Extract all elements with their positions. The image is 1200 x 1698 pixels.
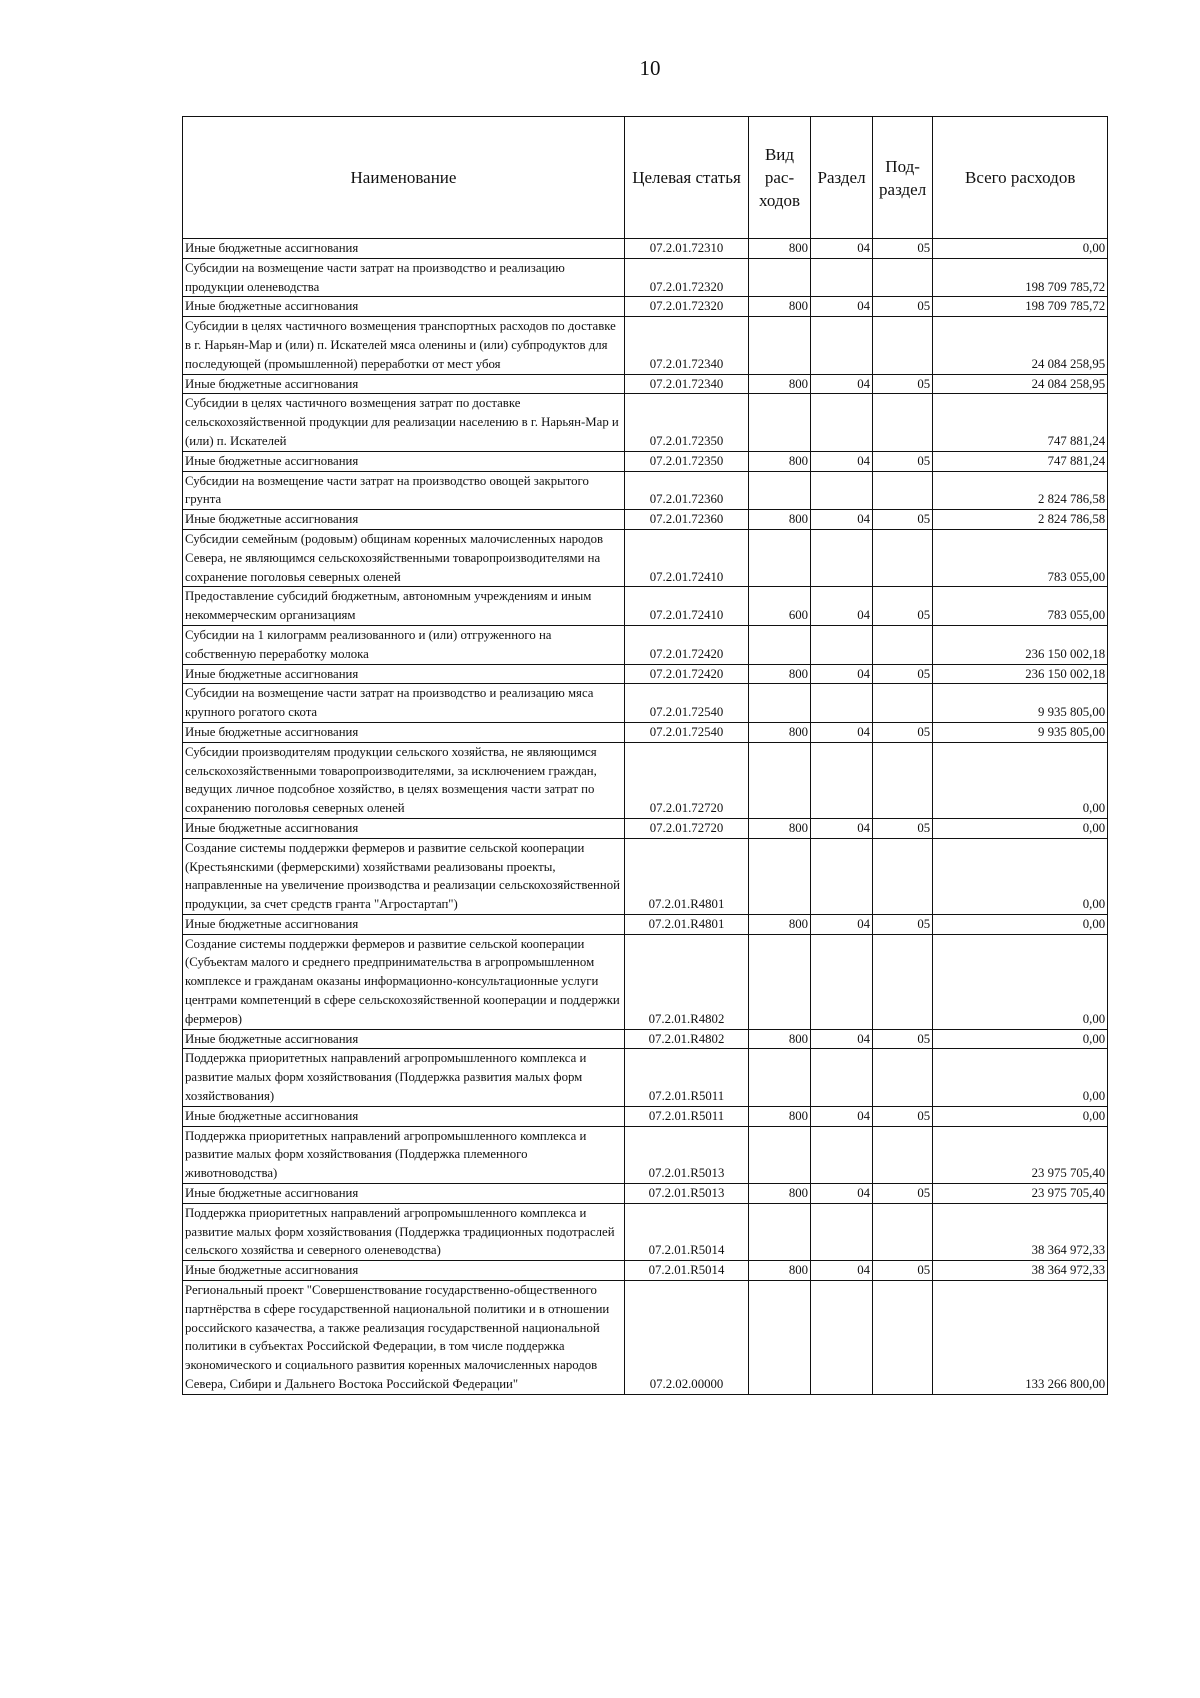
row-subsection [873,625,933,664]
table-row [183,1281,1108,1395]
row-kind [749,742,811,818]
row-name: Иные бюджетные ассигнования [183,239,625,259]
row-total: 0,00 [933,1106,1108,1126]
row-section [811,258,873,297]
row-target: 07.2.02.00000 [625,1281,749,1395]
row-total: 198 709 785,72 [933,258,1108,297]
row-kind [749,1049,811,1106]
row-subsection: 05 [873,722,933,742]
row-name: Иные бюджетные ассигнования [183,1184,625,1204]
table-row [183,1184,1108,1204]
row-subsection: 05 [873,451,933,471]
row-name: Иные бюджетные ассигнования [183,664,625,684]
row-target: 07.2.01.R4802 [625,934,749,1029]
row-target: 07.2.01.R4801 [625,914,749,934]
row-target: 07.2.01.R5014 [625,1203,749,1260]
table-header-row [183,117,1108,239]
row-subsection: 05 [873,664,933,684]
header-total: Всего расходов [933,117,1108,239]
page-number: 10 [639,56,661,80]
table-row [183,394,1108,451]
row-kind [749,258,811,297]
row-name: Иные бюджетные ассигнования [183,374,625,394]
row-target: 07.2.01.72410 [625,587,749,626]
row-name: Субсидии на возмещение части затрат на производство и реализацию мяса крупного рогатого скота [183,684,625,723]
row-kind [749,934,811,1029]
row-target: 07.2.01.72320 [625,258,749,297]
row-subsection [873,471,933,510]
table-row [183,239,1108,259]
row-name: Субсидии семейным (родовым) общинам коренных малочисленных народов Севера, не являющимся сельскохозяйственными товаропроизводителями на сохранение поголовья северных оленей [183,529,625,586]
row-kind: 800 [749,818,811,838]
row-target: 07.2.01.72420 [625,625,749,664]
row-target: 07.2.01.72340 [625,374,749,394]
table-row [183,297,1108,317]
row-kind: 800 [749,1106,811,1126]
table-row [183,374,1108,394]
row-kind: 800 [749,1261,811,1281]
table-row [183,838,1108,914]
row-subsection [873,1281,933,1395]
header-section: Раздел [811,117,873,239]
row-kind: 800 [749,451,811,471]
row-total: 236 150 002,18 [933,664,1108,684]
row-kind: 800 [749,722,811,742]
row-kind: 800 [749,664,811,684]
row-section [811,742,873,818]
row-target: 07.2.01.72320 [625,297,749,317]
row-subsection: 05 [873,1029,933,1049]
row-kind [749,529,811,586]
row-kind [749,684,811,723]
row-section: 04 [811,1029,873,1049]
row-kind [749,1281,811,1395]
row-kind [749,471,811,510]
row-section [811,529,873,586]
row-kind: 800 [749,1184,811,1204]
table-row [183,587,1108,626]
row-kind [749,1126,811,1183]
budget-table [182,116,1108,1395]
row-total: 783 055,00 [933,529,1108,586]
row-target: 07.2.01.R4802 [625,1029,749,1049]
table-row [183,914,1108,934]
row-section: 04 [811,1184,873,1204]
row-total: 0,00 [933,914,1108,934]
row-subsection [873,258,933,297]
row-name: Субсидии производителям продукции сельского хозяйства, не являющимся сельскохозяйственными товаропроизводителями, за исключением граждан, ведущих личное подсобное хозяйство, в целях возмещения части затрат по сохранению поголовья северных оленей [183,742,625,818]
row-subsection [873,1049,933,1106]
row-subsection [873,934,933,1029]
row-section [811,684,873,723]
row-name: Иные бюджетные ассигнования [183,297,625,317]
row-target: 07.2.01.72410 [625,529,749,586]
row-name: Субсидии в целях частичного возмещения затрат по доставке сельскохозяйственной продукции для реализации населению в г. Нарьян-Мар и (или) п. Искателей [183,394,625,451]
row-section [811,1281,873,1395]
row-target: 07.2.01.72720 [625,742,749,818]
table-row [183,317,1108,374]
row-total: 236 150 002,18 [933,625,1108,664]
row-subsection [873,1203,933,1260]
row-target: 07.2.01.R5013 [625,1184,749,1204]
row-kind: 800 [749,297,811,317]
row-total: 2 824 786,58 [933,510,1108,530]
row-target: 07.2.01.72310 [625,239,749,259]
row-kind [749,394,811,451]
row-section [811,394,873,451]
row-name: Субсидии на 1 килограмм реализованного и (или) отгруженного на собственную переработку молока [183,625,625,664]
row-name: Региональный проект "Совершенствование государственно-общественного партнёрства в сфере государственной национальной политики и в отношении российского казачества, а также реализация государственной национальной политики в субъектах Российской Федерации, в том числе поддержка экономического и социального развития коренных малочисленных народов Севера, Сибири и Дальнего Востока Российской Федерации" [183,1281,625,1395]
table-row [183,742,1108,818]
table-row [183,818,1108,838]
row-kind: 800 [749,374,811,394]
table-row [183,934,1108,1029]
row-section [811,934,873,1029]
row-target: 07.2.01.R5011 [625,1106,749,1126]
row-total: 0,00 [933,1029,1108,1049]
row-target: 07.2.01.R5013 [625,1126,749,1183]
row-total: 747 881,24 [933,394,1108,451]
row-section [811,1126,873,1183]
table-row [183,1049,1108,1106]
row-total: 38 364 972,33 [933,1261,1108,1281]
row-section [811,838,873,914]
row-name: Предоставление субсидий бюджетным, автономным учреждениям и иным некоммерческим организациям [183,587,625,626]
row-total: 24 084 258,95 [933,374,1108,394]
row-name: Субсидии в целях частичного возмещения транспортных расходов по доставке в г. Нарьян-Мар и (или) п. Искателей мяса оленины и (или) субпродуктов для последующей (промышленной) переработки от мест убоя [183,317,625,374]
row-section: 04 [811,239,873,259]
header-kind: Вид рас- ходов [749,117,811,239]
row-section [811,1049,873,1106]
row-subsection: 05 [873,510,933,530]
row-subsection [873,394,933,451]
row-subsection [873,317,933,374]
row-kind [749,838,811,914]
row-section: 04 [811,1261,873,1281]
row-total: 9 935 805,00 [933,722,1108,742]
row-subsection: 05 [873,818,933,838]
row-total: 0,00 [933,818,1108,838]
row-subsection [873,684,933,723]
row-section: 04 [811,664,873,684]
row-section: 04 [811,1106,873,1126]
row-subsection: 05 [873,1184,933,1204]
table-row [183,1029,1108,1049]
row-target: 07.2.01.72720 [625,818,749,838]
row-section [811,471,873,510]
row-subsection [873,742,933,818]
row-kind [749,1203,811,1260]
row-kind: 800 [749,1029,811,1049]
row-total: 23 975 705,40 [933,1126,1108,1183]
row-subsection: 05 [873,914,933,934]
row-name: Субсидии на возмещение части затрат на производство и реализацию продукции оленеводства [183,258,625,297]
header-name: Наименование [183,117,625,239]
table-row [183,1203,1108,1260]
row-subsection: 05 [873,239,933,259]
row-section: 04 [811,374,873,394]
row-section [811,317,873,374]
row-name: Создание системы поддержки фермеров и развитие сельской кооперации (Субъектам малого и среднего предпринимательства в агропромышленном комплексе и гражданам оказаны информационно-консультационные услуги центрами компетенций в сфере сельскохозяйственной кооперации и поддержки фермеров) [183,934,625,1029]
table-row [183,451,1108,471]
row-target: 07.2.01.72420 [625,664,749,684]
header-target: Целевая статья [625,117,749,239]
row-name: Поддержка приоритетных направлений агропромышленного комплекса и развитие малых форм хозяйствования (Поддержка традиционных подотраслей сельского хозяйства и северного оленеводства) [183,1203,625,1260]
row-section: 04 [811,297,873,317]
row-subsection: 05 [873,1106,933,1126]
row-total: 38 364 972,33 [933,1203,1108,1260]
row-section: 04 [811,451,873,471]
table-row [183,684,1108,723]
row-total: 23 975 705,40 [933,1184,1108,1204]
row-total: 0,00 [933,934,1108,1029]
table-row [183,471,1108,510]
row-kind: 800 [749,914,811,934]
row-name: Иные бюджетные ассигнования [183,451,625,471]
row-total: 0,00 [933,1049,1108,1106]
row-target: 07.2.01.72540 [625,722,749,742]
row-target: 07.2.01.R5011 [625,1049,749,1106]
row-name: Поддержка приоритетных направлений агропромышленного комплекса и развитие малых форм хозяйствования (Поддержка развития малых форм хозяйствования) [183,1049,625,1106]
row-total: 9 935 805,00 [933,684,1108,723]
table-row [183,625,1108,664]
row-section: 04 [811,510,873,530]
row-name: Поддержка приоритетных направлений агропромышленного комплекса и развитие малых форм хозяйствования (Поддержка племенного животноводства) [183,1126,625,1183]
row-subsection [873,1126,933,1183]
table-row [183,664,1108,684]
row-kind [749,317,811,374]
row-total: 783 055,00 [933,587,1108,626]
row-subsection: 05 [873,1261,933,1281]
row-name: Иные бюджетные ассигнования [183,1261,625,1281]
row-total: 747 881,24 [933,451,1108,471]
row-total: 133 266 800,00 [933,1281,1108,1395]
table-row [183,1126,1108,1183]
row-target: 07.2.01.72360 [625,510,749,530]
row-subsection: 05 [873,587,933,626]
row-total: 0,00 [933,742,1108,818]
table-row [183,1261,1108,1281]
row-kind [749,625,811,664]
header-subsection: Под- раздел [873,117,933,239]
row-kind: 600 [749,587,811,626]
row-kind: 800 [749,239,811,259]
table-row [183,529,1108,586]
row-total: 24 084 258,95 [933,317,1108,374]
row-name: Иные бюджетные ассигнования [183,914,625,934]
row-name: Иные бюджетные ассигнования [183,1106,625,1126]
row-total: 198 709 785,72 [933,297,1108,317]
row-section: 04 [811,722,873,742]
row-subsection: 05 [873,374,933,394]
table-row [183,1106,1108,1126]
row-total: 0,00 [933,838,1108,914]
row-name: Создание системы поддержки фермеров и развитие сельской кооперации (Крестьянскими (фермерскими) хозяйствами реализованы проекты, направленные на увеличение производства и реализации сельскохозяйственной продукции, за счет средств гранта "Агростартап") [183,838,625,914]
row-subsection [873,529,933,586]
row-section: 04 [811,818,873,838]
row-name: Иные бюджетные ассигнования [183,510,625,530]
row-name: Иные бюджетные ассигнования [183,1029,625,1049]
row-target: 07.2.01.72540 [625,684,749,723]
row-target: 07.2.01.72360 [625,471,749,510]
row-total: 0,00 [933,239,1108,259]
row-target: 07.2.01.72350 [625,451,749,471]
row-kind: 800 [749,510,811,530]
table-row [183,722,1108,742]
row-target: 07.2.01.R5014 [625,1261,749,1281]
table-row [183,510,1108,530]
row-section: 04 [811,914,873,934]
row-section [811,625,873,664]
row-target: 07.2.01.72350 [625,394,749,451]
row-name: Субсидии на возмещение части затрат на производство овощей закрытого грунта [183,471,625,510]
row-name: Иные бюджетные ассигнования [183,818,625,838]
row-subsection [873,838,933,914]
table-row [183,258,1108,297]
row-subsection: 05 [873,297,933,317]
row-section [811,1203,873,1260]
row-total: 2 824 786,58 [933,471,1108,510]
row-section: 04 [811,587,873,626]
row-target: 07.2.01.R4801 [625,838,749,914]
row-name: Иные бюджетные ассигнования [183,722,625,742]
row-target: 07.2.01.72340 [625,317,749,374]
